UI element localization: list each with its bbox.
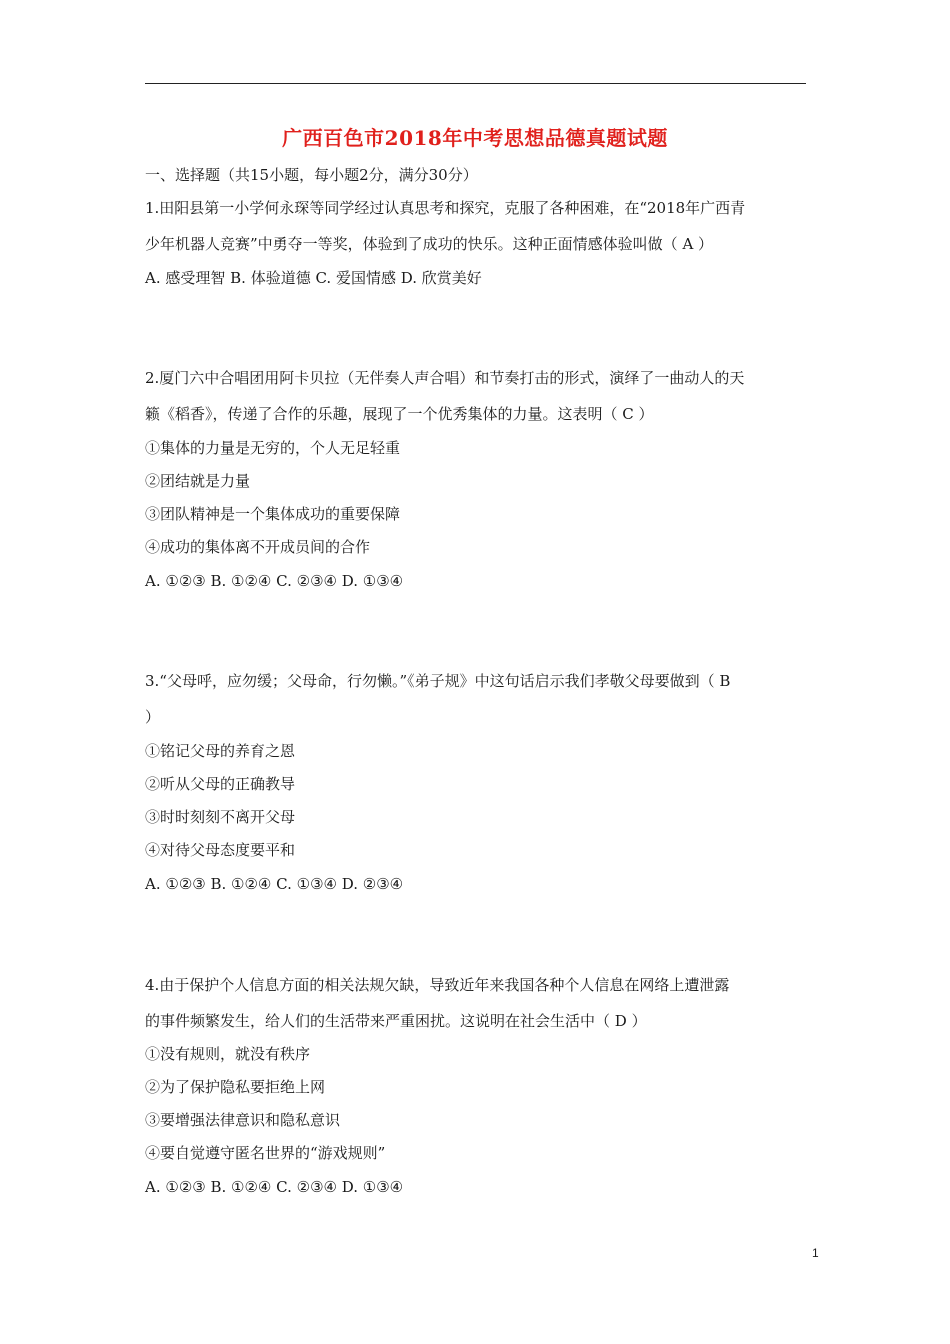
question-1-options: A. 感受理智 B. 体验道德 C. 爱国情感 D. 欣赏美好 [145,269,482,287]
header-rule [145,83,806,84]
question-3-statement-4: ④对待父母态度要平和 [145,841,296,859]
question-2-statement-3: ③团队精神是一个集体成功的重要保障 [145,505,401,523]
page-title: 广西百色市2018年中考思想品德真题试题 [282,126,668,150]
question-4-options: A. ①②③ B. ①②④ C. ②③④ D. ①③④ [145,1178,404,1196]
question-3-statement-3: ③时时刻刻不离开父母 [145,808,296,826]
question-2-statement-2: ②团结就是力量 [145,472,251,490]
question-4-stem-line-2: 的事件频繁发生，给人们的生活带来严重困扰。这说明在社会生活中（ D ） [145,1012,647,1030]
question-1-stem-line-1: 1.田阳县第一小学何永琛等同学经过认真思考和探究，克服了各种困难，在“2018年广西青 [145,199,746,217]
question-3-options: A. ①②③ B. ①②④ C. ①③④ D. ②③④ [145,875,404,893]
question-2-stem-line-2: 籁《稻香》，传递了合作的乐趣，展现了一个优秀集体的力量。这表明（ C ） [145,405,654,423]
question-2-statement-4: ④成功的集体离不开成员间的合作 [145,538,371,556]
question-3-stem-line-1: 3.“父母呼，应勿缓；父母命，行勿懒。”《弟子规》中这句话启示我们孝敬父母要做到（ B [145,672,731,690]
question-1-stem-line-2: 少年机器人竞赛”中勇夺一等奖，体验到了成功的快乐。这种正面情感体验叫做（ A ） [145,235,714,253]
question-3-statement-2: ②听从父母的正确教导 [145,775,296,793]
question-3-stem-line-2: ） [145,708,161,726]
question-3-statement-1: ①铭记父母的养育之恩 [145,742,296,760]
question-2-statement-1: ①集体的力量是无穷的，个人无足轻重 [145,439,401,457]
question-2-stem-line-1: 2.厦门六中合唱团用阿卡贝拉（无伴奏人声合唱）和节奏打击的形式，演绎了一曲动人的天 [145,369,745,387]
question-4-stem-line-1: 4.由于保护个人信息方面的相关法规欠缺，导致近年来我国各种个人信息在网络上遭泄露 [145,976,730,994]
question-4-statement-4: ④要自觉遵守匿名世界的“游戏规则” [145,1144,386,1162]
section-header: 一、选择题（共15小题，每小题2分，满分30分） [145,166,478,184]
question-4-statement-3: ③要增强法律意识和隐私意识 [145,1111,341,1129]
page-number: 1 [812,1246,819,1260]
question-2-options: A. ①②③ B. ①②④ C. ②③④ D. ①③④ [145,572,404,590]
question-4-statement-1: ①没有规则，就没有秩序 [145,1045,311,1063]
question-4-statement-2: ②为了保护隐私要拒绝上网 [145,1078,326,1096]
